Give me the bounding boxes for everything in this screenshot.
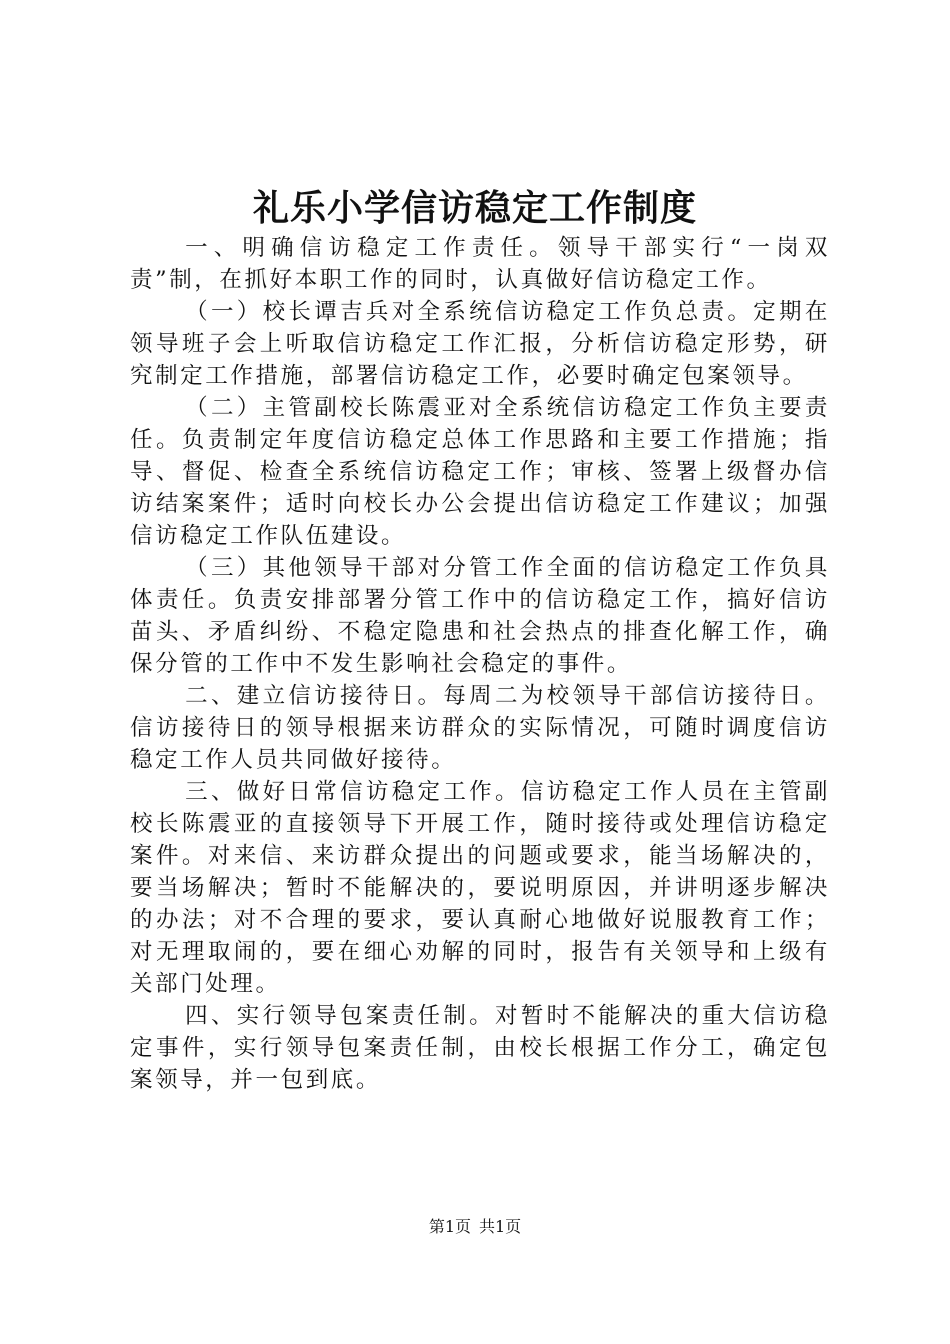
- paragraph-section-4: 四、实行领导包案责任制。对暂时不能解决的重大信访稳定事件，实行领导包案责任制，由校长根据工作分工，确定包案领导，并一包到底。: [130, 1003, 830, 1093]
- page-number: 第1页: [428, 1217, 471, 1236]
- paragraph-item-1-3: （三）其他领导干部对分管工作全面的信访稳定工作负具体责任。负责安排部署分管工作中的信访稳定工作，搞好信访苗头、矛盾纠纷、不稳定隐患和社会热点的排查化解工作，确保分管的工作中不发生影响社会稳定的事件。: [130, 555, 830, 677]
- paragraph-item-1-1: （一）校长谭吉兵对全系统信访稳定工作负总责。定期在领导班子会上听取信访稳定工作汇报，分析信访稳定形势，研究制定工作措施，部署信访稳定工作，必要时确定包案领导。: [130, 299, 830, 389]
- page-footer: [0, 1216, 950, 1238]
- document-title: 礼乐小学信访稳定工作制度: [252, 187, 697, 229]
- page-total: 共1页: [479, 1217, 522, 1236]
- paragraph-section-3: 三、做好日常信访稳定工作。信访稳定工作人员在主管副校长陈震亚的直接领导下开展工作，随时接待或处理信访稳定案件。对来信、来访群众提出的问题或要求，能当场解决的，要当场解决；暂时不能解决的，要说明原因，并讲明逐步解决的办法；对不合理的要求，要认真耐心地做好说服教育工作；对无理取闹的，要在细心劝解的同时，报告有关领导和上级有关部门处理。: [130, 779, 830, 997]
- paragraph-item-1-2: （二）主管副校长陈震亚对全系统信访稳定工作负主要责任。负责制定年度信访稳定总体工作思路和主要工作措施；指导、督促、检查全系统信访稳定工作；审核、签署上级督办信访结案案件；适时向校长办公会提出信访稳定工作建议；加强信访稳定工作队伍建设。: [130, 395, 830, 549]
- paragraph-section-2: 二、建立信访接待日。每周二为校领导干部信访接待日。信访接待日的领导根据来访群众的实际情况，可随时调度信访稳定工作人员共同做好接待。: [130, 683, 830, 773]
- document-body: [130, 232, 830, 1096]
- paragraph-section-1: 一、明确信访稳定工作责任。领导干部实行“一岗双责”制，在抓好本职工作的同时，认真做好信访稳定工作。: [130, 235, 830, 293]
